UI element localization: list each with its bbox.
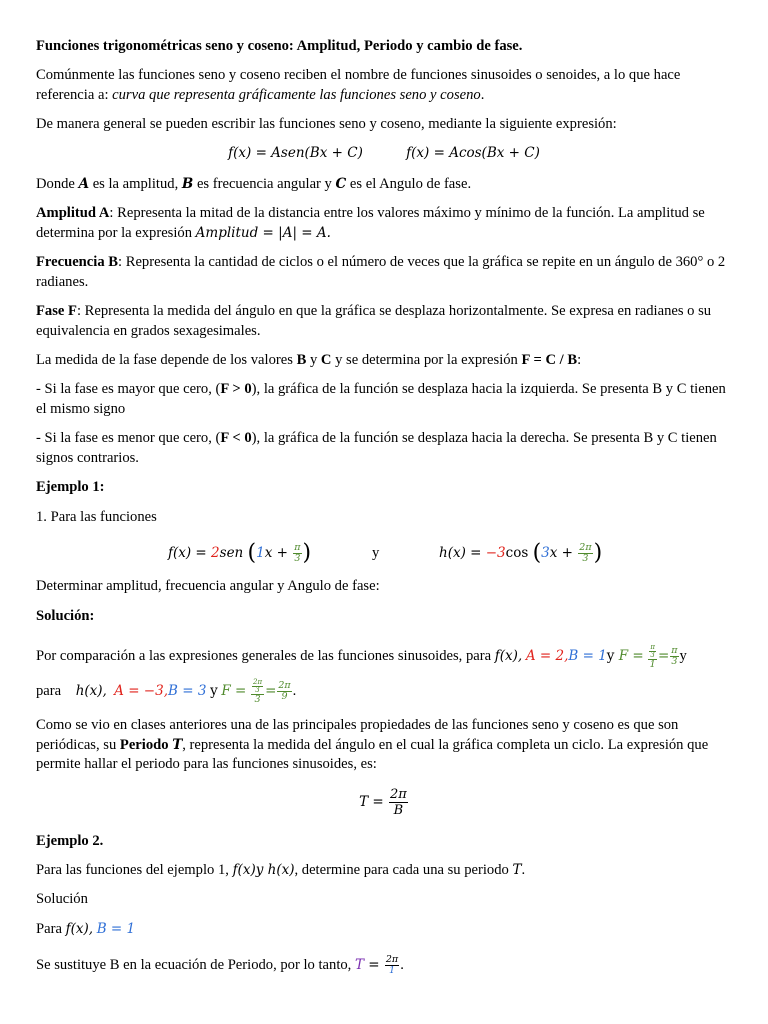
amplitud-paragraph: Amplitud A: Representa la mitad de la distancia entre los valores máximo y mínimo de la función. La amplitud se determina por la expresión Amplitud = |A| = A. [36, 205, 705, 241]
formula-sine: f(x) = Asen(Bx + C) [228, 145, 363, 161]
comparacion-line-1: Por comparación a las expresiones generales de las funciones sinusoides, para f(x), A = 2,B = 1y F = $\frac{\frac{\pi}{3}}{1}$ = $\frac{\pi}{3}$ y [36, 642, 687, 670]
ejemplo1-function-h: h(x) = −3cos (3x + $\frac{2\pi}{3}$ ) [439, 540, 603, 566]
general-expression-intro: De manera general se pueden escribir las funciones seno y coseno, mediante la siguiente expresión: [36, 116, 617, 132]
intro-paragraph: Comúnmente las funciones seno y coseno reciben el nombre de funciones sinusoides o senoides, a lo que hace referencia a: curva que representa gráficamente las funciones seno y coseno. [36, 67, 681, 103]
general-formula [0, 144, 768, 164]
ejemplo1-and: y [372, 545, 380, 561]
ejemplo1-function-f: f(x) = 2sen (1x + $\frac{\pi}{3}$ ) [168, 540, 312, 566]
para-f-line: Para f(x), B = 1 [36, 921, 136, 937]
donde-paragraph: Donde A es la amplitud, B es frecuencia angular y C es el Angulo de fase. [36, 176, 472, 192]
ejemplo2-text: Para las funciones del ejemplo 1, f(x)y h(x), determine para cada una su periodo T. [36, 862, 526, 878]
determinar-paragraph: Determinar amplitud, frecuencia angular y Angulo de fase: [36, 578, 380, 594]
solucion-title: Solución: [36, 608, 95, 624]
document-title: Funciones trigonométricas seno y coseno: Amplitud, Periodo y cambio de fase. [36, 38, 523, 54]
fase-medida-paragraph: La medida de la fase depende de los valores B y C y se determina por la expresión F = C / B: [36, 352, 582, 368]
formula-cosine: f(x) = Acos(Bx + C) [406, 145, 540, 161]
periodo-formula: T = $\frac{2\pi}{B}$ [359, 787, 407, 819]
comparacion-line-2: para h(x), A = −3,B = 3 y F = $\frac{\frac{2\pi}{3}}{3}$ = $\frac{2\pi}{9}$ . [36, 677, 297, 705]
solucion2-label: Solución [36, 891, 88, 907]
fase-paragraph: Fase F: Representa la medida del ángulo en que la gráfica se desplaza horizontalmente. Se expresa en radianes o su equivalencia en grados sexagesimales. [36, 303, 712, 339]
fase-mayor-paragraph: - Si la fase es mayor que cero, (F > 0), la gráfica de la función se desplaza hacia la izquierda. Se presenta B y C tienen el mismo signo [36, 381, 726, 417]
fase-menor-paragraph: - Si la fase es menor que cero, (F < 0), la gráfica de la función se desplaza hacia la derecha. Se presenta B y C tienen signos contrarios. [36, 430, 717, 466]
frecuencia-paragraph: Frecuencia B: Representa la cantidad de ciclos o el número de veces que la gráfica se repite en un ángulo de 360° o 2 radianes. [36, 254, 726, 290]
ejemplo1-item: 1. Para las funciones [36, 509, 157, 525]
ejemplo1-title: Ejemplo 1: [36, 479, 105, 495]
sustituye-line: Se sustituye B en la ecuación de Periodo, por lo tanto, T = $\frac{2\pi}{1}$ . [36, 954, 404, 977]
ejemplo2-title: Ejemplo 2. [36, 833, 104, 849]
periodo-paragraph: Como se vio en clases anteriores una de las principales propiedades de las funciones seno y coseno es que son periódicas, su Periodo T, representa la medida del ángulo en el cual la gráfica completa un ciclo. La expresión que permite hallar el periodo para las funciones sinusoides, es: [36, 717, 709, 772]
